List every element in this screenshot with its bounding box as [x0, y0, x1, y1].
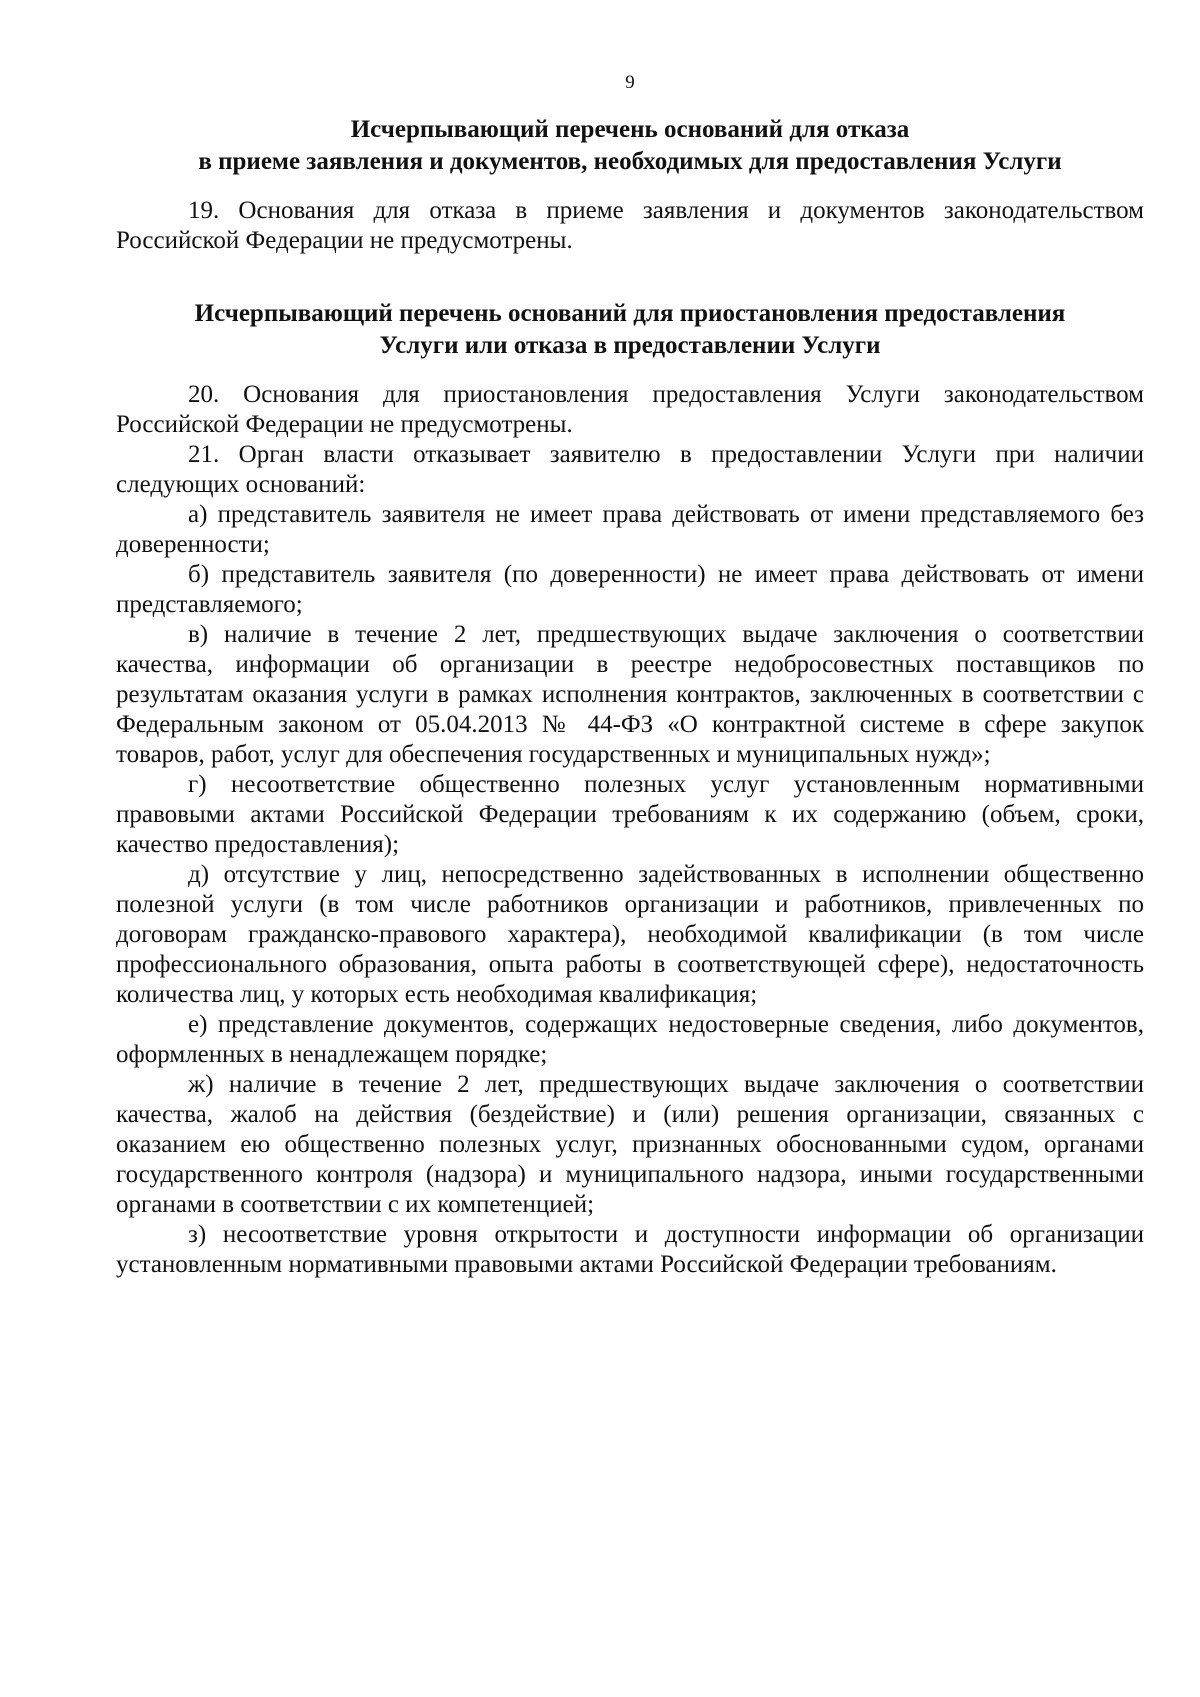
section-heading-refusal-acceptance	[116, 114, 1144, 178]
list-item-v: в) наличие в течение 2 лет, предшествующих выдаче заключения о соответствии качества, информации об организации в реестре недобросовестных поставщиков по результатам оказания услуги в рамках исполнения контрактов, заключенных в соответствии с Федеральным законом от 05.04.2013 № 44-ФЗ «О контрактной системе в сфере закупок товаров, работ, услуг для обеспечения государственных и муниципальных нужд»;	[116, 621, 1144, 768]
section-body-suspension-refusal	[116, 380, 1144, 1280]
list-item-a: а) представитель заявителя не имеет права действовать от имени представляемого без доверенности;	[116, 501, 1144, 558]
list-item-e: е) представление документов, содержащих недостоверные сведения, либо документов, оформленных в ненадлежащем порядке;	[116, 1011, 1144, 1068]
list-item-g: г) несоответствие общественно полезных услуг установленным нормативными правовыми актами Российской Федерации требованиям к их содержанию (объем, сроки, качество предоставления);	[116, 771, 1144, 858]
section-heading-suspension-refusal	[116, 298, 1144, 362]
heading-line: в приеме заявления и документов, необходимых для предоставления Услуги	[198, 148, 1062, 175]
paragraph-20: 20. Основания для приостановления предоставления Услуги законодательством Российской Федерации не предусмотрены.	[116, 381, 1144, 438]
heading-line: Исчерпывающий перечень оснований для приостановления предоставления	[194, 300, 1066, 327]
list-item-zh: ж) наличие в течение 2 лет, предшествующих выдаче заключения о соответствии качества, жалоб на действия (бездействие) и (или) решения организации, связанных с оказанием ею общественно полезных услуг, признанных обоснованными судом, органами государственного контроля (надзора) и муниципального надзора, иными государственными органами в соответствии с их компетенцией;	[116, 1071, 1144, 1218]
list-item-d: д) отсутствие у лиц, непосредственно задействованных в исполнении общественно полезной услуги (в том числе работников организации и работников, привлеченных по договорам гражданско-правового характера), необходимой квалификации (в том числе профессионального образования, опыта работы в соответствующей сфере), недостаточность количества лиц, у которых есть необходимая квалификация;	[116, 861, 1144, 1008]
section-body-refusal-acceptance	[116, 196, 1144, 256]
paragraph-19: 19. Основания для отказа в приеме заявления и документов законодательством Российской Федерации не предусмотрены.	[116, 197, 1144, 254]
list-item-b: б) представитель заявителя (по доверенности) не имеет права действовать от имени представляемого;	[116, 561, 1144, 618]
heading-line: Услуги или отказа в предоставлении Услуги	[379, 332, 881, 359]
list-item-z: з) несоответствие уровня открытости и доступности информации об организации установленным нормативными правовыми актами Российской Федерации требованиям.	[116, 1221, 1144, 1278]
paragraph-21: 21. Орган власти отказывает заявителю в предоставлении Услуги при наличии следующих оснований:	[116, 441, 1144, 498]
page-number: 9	[625, 72, 635, 93]
heading-line: Исчерпывающий перечень оснований для отказа	[350, 116, 910, 143]
